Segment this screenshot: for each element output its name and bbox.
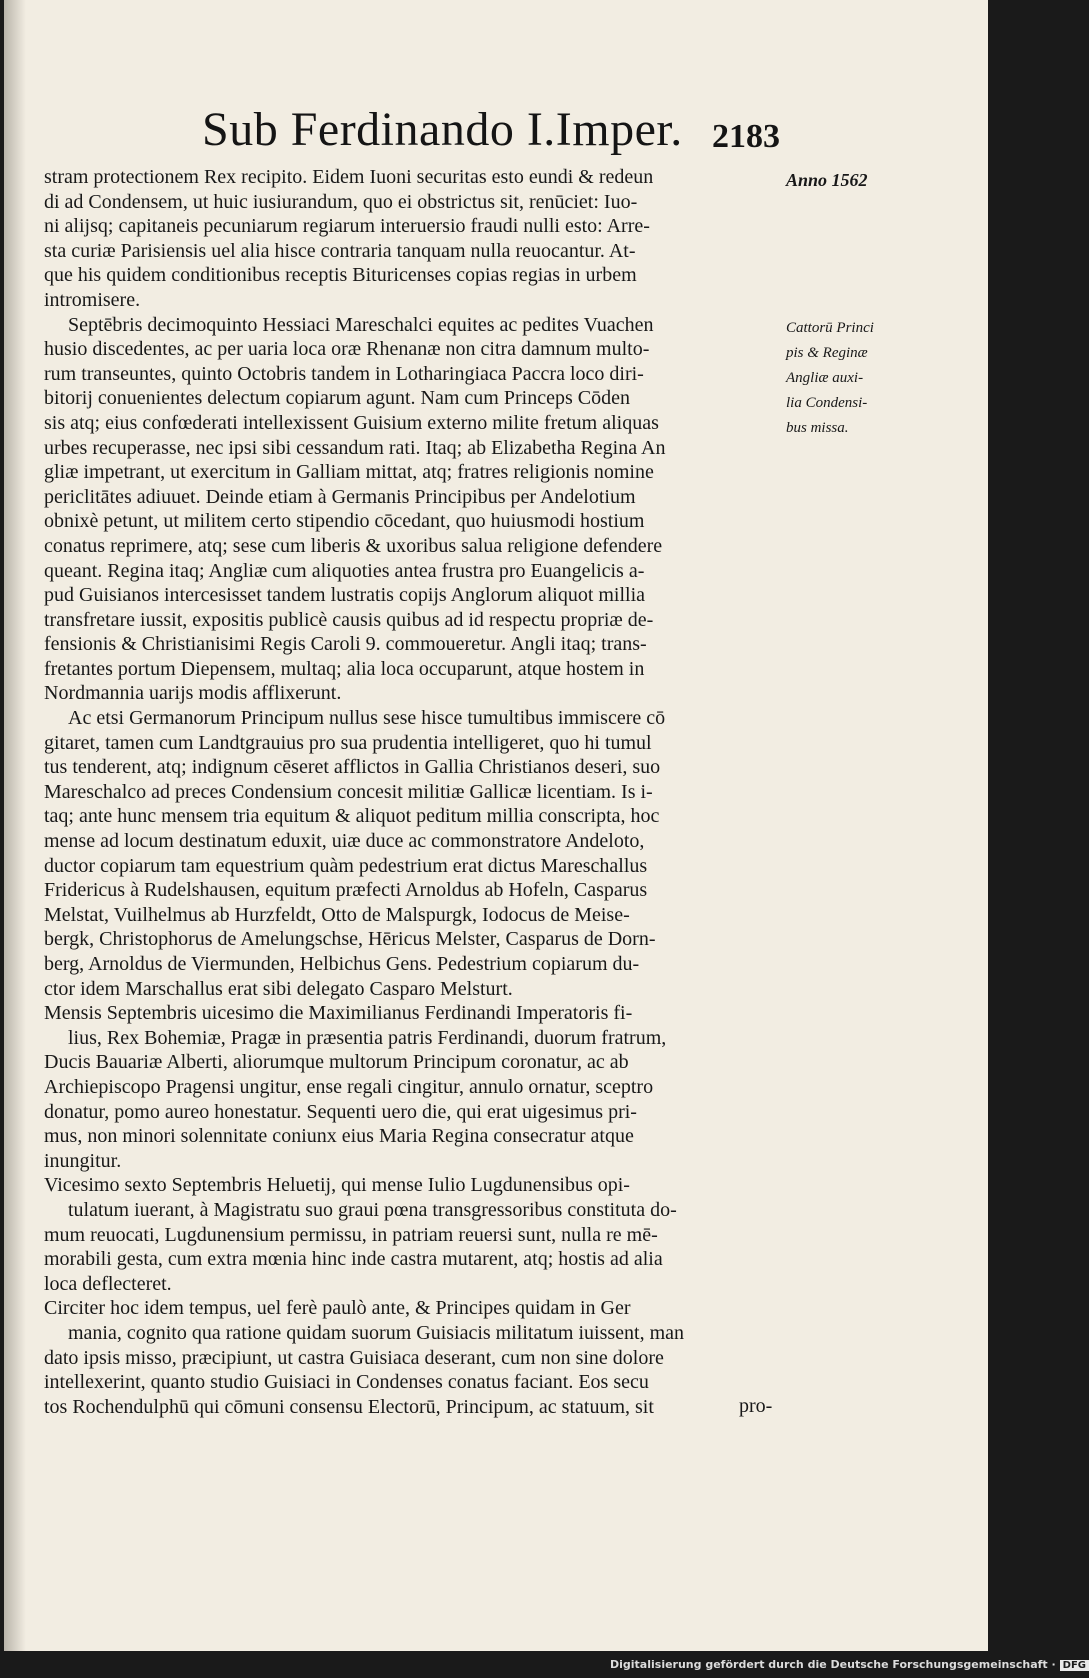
text-line: berg, Arnoldus de Viermunden, Helbichus Gens. Pedestrium copiarum du- <box>44 953 640 975</box>
text-line: Circiter hoc idem tempus, uel ferè paulò ante, & Principes quidam in Ger <box>44 1297 631 1320</box>
text-line: taq; ante hunc mensem tria equitum & aliquot peditum millia conscripta, hoc <box>44 805 660 828</box>
text-line: gliæ impetrant, ut exercitum in Galliam mittat, atq; fratres religionis nomine <box>44 461 654 484</box>
text-line: urbes recuperasse, nec ipsi sibi cessandum rati. Itaq; ab Elizabetha Regina An <box>44 436 666 459</box>
text-line: intellexerint, quanto studio Guisiaci in Condenses conatus faciant. Eos secu <box>44 1371 649 1394</box>
text-line: ductor copiarum tam equestrium quàm pedestrium erat dictus Mareschallus <box>44 854 648 877</box>
text-line: mense ad locum destinatum eduxit, uiæ duce ac commonstratore Andeloto, <box>44 830 645 853</box>
text-line: stram protectionem Rex recipito. Eidem Iuoni securitas esto eundi & redeun <box>44 166 654 188</box>
text-line: bergk, Christophorus de Amelungschse, Hēricus Melster, Casparus de Dorn- <box>44 928 656 951</box>
marginal-notes <box>786 168 886 441</box>
marginal-year: Anno 1562 <box>786 170 868 190</box>
text-line: tulatum iuerant, à Magistratu suo graui pœna transgressoribus constituta do- <box>68 1198 677 1221</box>
text-line: husio discedentes, ac per uaria loca oræ Rhenanæ non citra damnum multo- <box>44 338 650 361</box>
footer-text: Digitalisierung gefördert durch die Deutsche Forschungsgemeinschaft · <box>610 1658 1056 1671</box>
footer-credit <box>610 1658 1089 1671</box>
body-text <box>44 165 779 1419</box>
text-line: morabili gesta, cum extra mœnia hinc inde castra mutarent, atq; hostis ad alia <box>44 1248 663 1271</box>
text-line: rum transeuntes, quinto Octobris tandem in Lotharingiaca Paccra loco diri- <box>44 362 644 385</box>
text-line: tos Rochendulphū qui cōmuni consensu Electorū, Principum, ac statuum, sit <box>44 1395 654 1418</box>
text-line: que his quidem conditionibus receptis Bituricenses copias regias in urbem <box>44 264 637 287</box>
text-line: fensionis & Christianisimi Regis Caroli 9. commoueretur. Angli itaq; trans- <box>44 633 647 656</box>
running-title: Sub Ferdinando I.Imper. <box>202 103 683 156</box>
text-line: conatus reprimere, atq; sese cum liberis & uxoribus salua religione defendere <box>44 534 663 557</box>
text-line: mania, cognito qua ratione quidam suorum Guisiacis militatum iuissent, man <box>68 1321 685 1344</box>
marginal-note <box>786 316 886 441</box>
text-line: Ac etsi Germanorum Principum nullus sese hisce tumultibus immiscere cō <box>68 707 666 730</box>
marginal-note-line: Angliæ auxi- <box>786 370 864 386</box>
text-line: dato ipsis misso, præcipiunt, ut castra Guisiaca deserant, cum non sine dolore <box>44 1346 664 1369</box>
text-line: ni alijsq; capitaneis pecuniarum regiarum interuersio fraudi nulli esto: Arre- <box>44 215 650 238</box>
text-line: mum reuocati, Lugdunensium permissu, in patriam reuersi sunt, nulla re mē- <box>44 1223 658 1246</box>
text-line: sis atq; eius confœderati intellexissent Guisium externo milite fretum aliquas <box>44 411 659 434</box>
text-line: fretantes portum Diepensem, multaq; alia loca occuparunt, atque hostem in <box>44 657 645 680</box>
text-line: queant. Regina itaq; Angliæ cum aliquoties antea frustra pro Euangelicis a- <box>44 559 645 582</box>
text-line: periclitātes adiuuet. Deinde etiam à Germanis Principibus per Andelotium <box>44 485 636 508</box>
text-line: bitorij conuenientes delectum copiarum agunt. Nam cum Princeps Cōden <box>44 387 630 410</box>
text-line: loca deflecteret. <box>44 1272 172 1295</box>
text-line: Vicesimo sexto Septembris Heluetij, qui mense Iulio Lugdunensibus opi- <box>44 1174 630 1197</box>
dfg-logo: DFG <box>1060 1660 1089 1671</box>
marginal-note-line: pis & Reginæ <box>786 345 868 361</box>
text-line: Mareschalco ad preces Condensium concesit militiæ Gallicæ licentiam. Is i- <box>44 780 653 803</box>
text-line: Septēbris decimoquinto Hessiaci Mareschalci equites ac pedites Vuachen <box>68 313 654 336</box>
text-line: Archiepiscopo Pragensi ungitur, ense regali cingitur, annulo ornatur, sceptro <box>44 1075 654 1098</box>
text-line: Melstat, Vuilhelmus ab Hurzfeldt, Otto de Malspurgk, Iodocus de Meise- <box>44 903 630 926</box>
text-line: Nordmannia uarijs modis afflixerunt. <box>44 682 342 705</box>
text-line: inungitur. <box>44 1149 122 1172</box>
text-line: di ad Condensem, ut huic iusiurandum, quo ei obstrictus sit, renūciet: Iuo- <box>44 190 638 213</box>
text-line: obnixè petunt, ut militem certo stipendio cōcedant, quo huiusmodi hostium <box>44 510 645 533</box>
text-line: tus tenderent, atq; indignum cēseret afflictos in Gallia Christianos deseri, suo <box>44 756 661 779</box>
text-line: sta curiæ Parisiensis uel alia hisce contraria tanquam nulla reuocantur. At- <box>44 239 636 262</box>
marginal-note-line: lia Condensi- <box>786 395 868 411</box>
text-line: donatur, pomo aureo honestatur. Sequenti uero die, qui erat uigesimus pri- <box>44 1100 637 1123</box>
text-line: gitaret, tamen cum Landtgrauius pro sua prudentia intelligeret, quo hi tumul <box>44 731 652 754</box>
marginal-note-line: Cattorū Princi <box>786 320 874 336</box>
text-line: mus, non minori solennitate coniunx eius Maria Regina consecratur atque <box>44 1125 634 1148</box>
text-line: intromisere. <box>44 288 141 311</box>
text-line: Fridericus à Rudelshausen, equitum præfecti Arnoldus ab Hofeln, Casparus <box>44 879 648 902</box>
text-line: lius, Rex Bohemiæ, Pragæ in præsentia patris Ferdinandi, duorum fratrum, <box>68 1026 667 1049</box>
marginal-note-line: bus missa. <box>786 420 849 436</box>
text-line: transfretare iussit, expositis publicè causis quibus ad id respectu propriæ de- <box>44 608 654 631</box>
catchword: pro- <box>739 1395 773 1417</box>
text-line: pud Guisianos intercesisset tandem lustratis copijs Anglorum aliquot millia <box>44 584 646 607</box>
text-line: ctor idem Marschallus erat sibi delegato Casparo Melsturt. <box>44 977 513 1000</box>
text-line: Ducis Bauariæ Alberti, aliorumque multorum Principum coronatur, ac ab <box>44 1051 629 1074</box>
page-gutter-shadow <box>4 0 26 1651</box>
text-line: Mensis Septembris uicesimo die Maximilianus Ferdinandi Imperatoris fi- <box>44 1002 633 1025</box>
book-page <box>4 0 988 1651</box>
page-number: 2183 <box>712 118 780 155</box>
